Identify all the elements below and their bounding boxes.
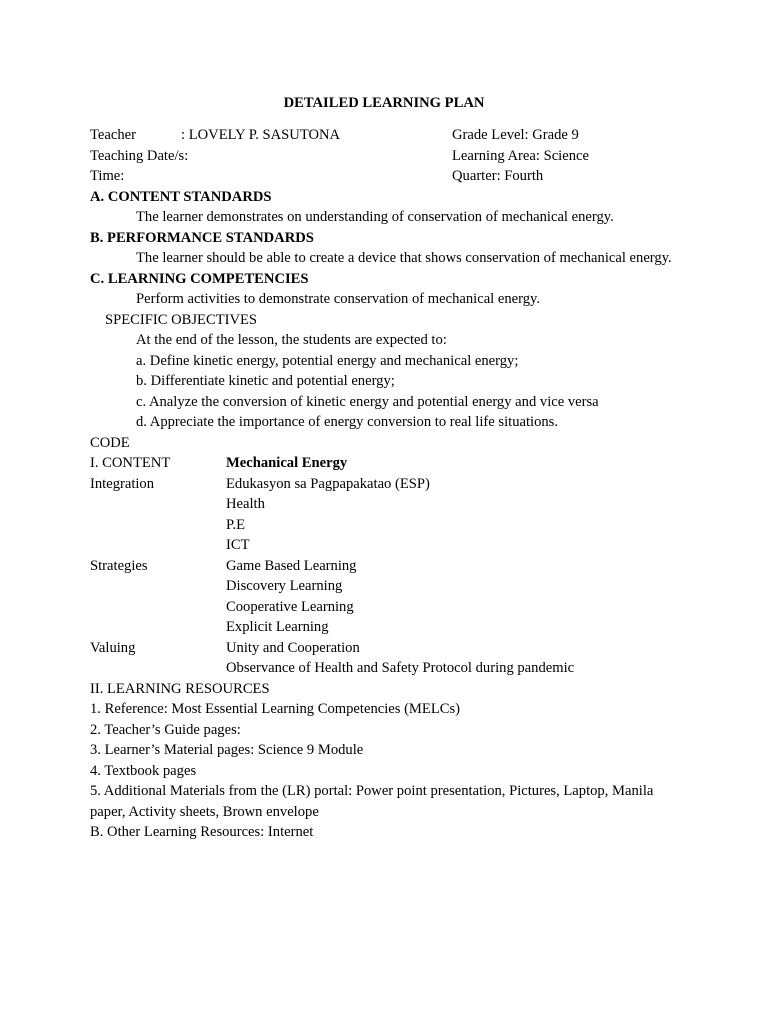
code-label: CODE [90,434,130,451]
strategy-item: Cooperative Learning [226,598,354,615]
strategy-item: Game Based Learning [226,557,357,574]
resource-item: 3. Learner’s Material pages: Science 9 Module [90,742,364,758]
performance-standards-heading: B. PERFORMANCE STANDARDS [90,229,314,246]
content-table [90,453,690,679]
learning-competencies-heading: C. LEARNING COMPETENCIES [90,270,309,287]
content-row [90,453,690,474]
strategy-item: Explicit Learning [226,619,329,635]
integration-item: Health [226,496,265,512]
content-standards-text: The learner demonstrates on understanding of conservation of mechanical energy. [136,209,614,225]
strategy-item: Discovery Learning [226,578,343,594]
teaching-dates: Teaching Date/s: [90,147,189,164]
resource-item: 5. Additional Materials from the (LR) portal: Power point presentation, Pictures, Laptop, Manila paper, Activity sheets, Brown envelope [90,783,654,820]
objectives-intro: At the end of the lesson, the students are expected to: [136,332,447,348]
objective-item: a. Define kinetic energy, potential energy and mechanical energy; [136,352,519,369]
content-value: Mechanical Energy [226,455,348,471]
strategies-label: Strategies [90,557,148,574]
learning-resources-heading: II. LEARNING RESOURCES [90,680,270,697]
performance-standards-text: The learner should be able to create a device that shows conservation of mechanical energy. [136,250,672,266]
integration-item: Edukasyon sa Pagpapakatao (ESP) [226,475,430,492]
specific-objectives-heading: SPECIFIC OBJECTIVES [105,311,258,328]
objective-item: b. Differentiate kinetic and potential energy; [136,373,395,389]
time-label: Time: [90,168,125,184]
document-body [90,125,690,843]
objective-item: c. Analyze the conversion of kinetic energy and potential energy and vice versa [136,393,599,410]
quarter: Quarter: Fourth [452,168,544,184]
grade-level: Grade Level: Grade 9 [452,127,579,143]
resource-item: 2. Teacher’s Guide pages: [90,721,241,738]
valuing-label: Valuing [90,639,136,656]
resource-item: 4. Textbook pages [90,762,197,779]
objective-item: d. Appreciate the importance of energy conversion to real life situations. [136,414,558,430]
integration-label: Integration [90,475,155,492]
document-title: DETAILED LEARNING PLAN [283,95,485,111]
teacher-value: : LOVELY P. SASUTONA [181,127,341,143]
header-row-teacher [90,125,690,146]
integration-row [90,474,690,495]
strategies-row [90,556,690,577]
learning-competencies-text: Perform activities to demonstrate conservation of mechanical energy. [136,291,541,307]
teacher-label: Teacher [90,127,136,143]
header-row-time [90,166,690,187]
other-resources: B. Other Learning Resources: Internet [90,824,314,840]
content-standards-heading: A. CONTENT STANDARDS [90,188,272,205]
header-row-dates [90,146,690,167]
learning-area: Learning Area: Science [452,147,589,164]
integration-item: ICT [226,537,250,553]
valuing-row [90,638,690,659]
content-label: I. CONTENT [90,455,171,471]
resource-item: 1. Reference: Most Essential Learning Competencies (MELCs) [90,701,461,717]
valuing-item: Unity and Cooperation [226,639,360,656]
integration-item: P.E [226,516,246,533]
valuing-item: Observance of Health and Safety Protocol during pandemic [226,660,575,676]
